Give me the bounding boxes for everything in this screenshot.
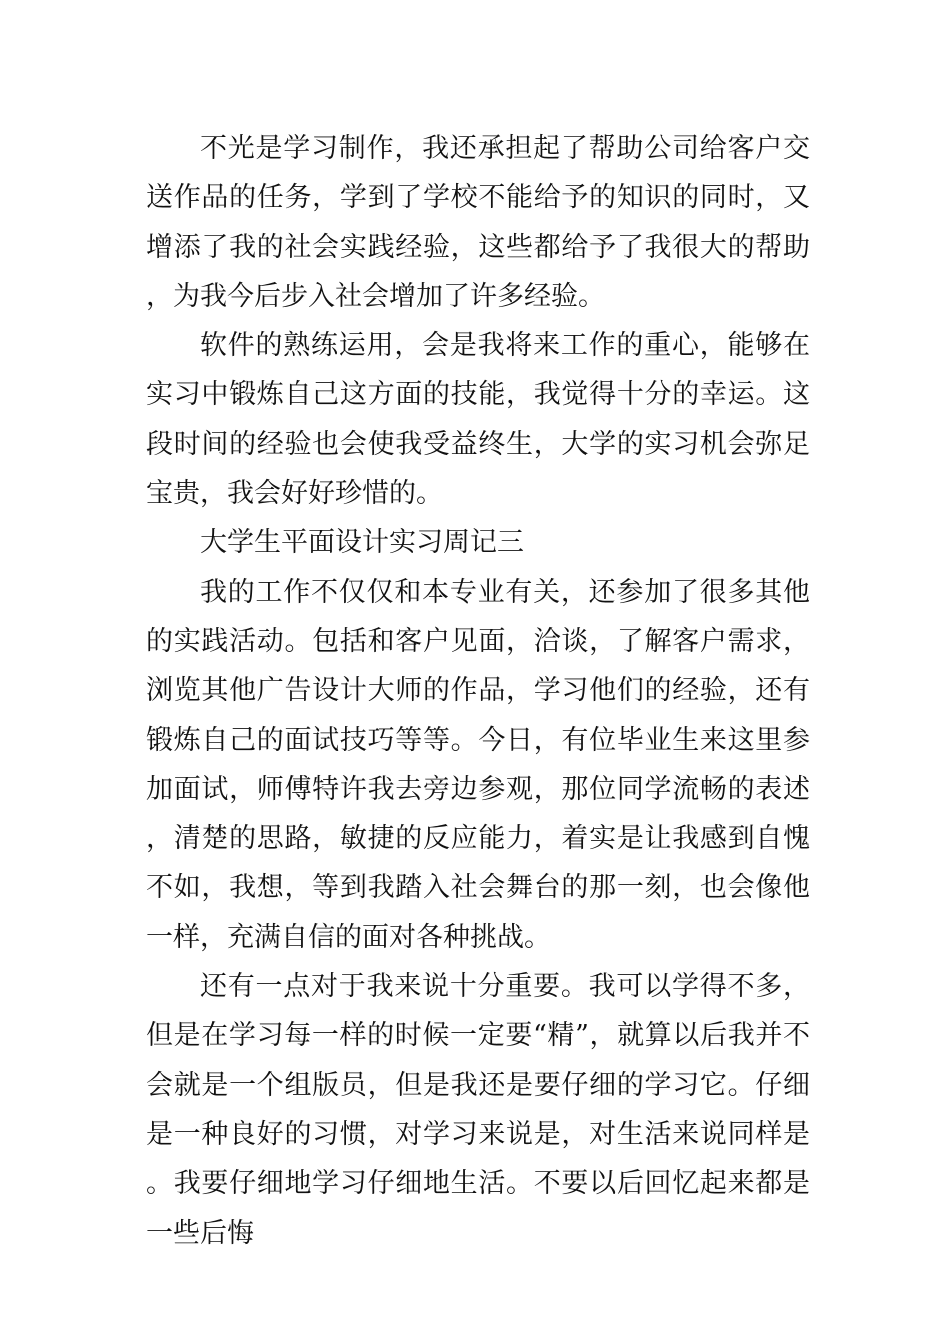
section-heading: 大学生平面设计实习周记三 — [200, 527, 524, 559]
paragraph-1: 不光是学习制作，我还承担起了帮助公司给客户交送作品的任务，学到了学校不能给予的知识的同时，又增添了我的社会实践经验，这些都给予了我很大的帮助，为我今后步入社会增加了许多经验。 — [146, 133, 810, 312]
document-body — [146, 124, 810, 1258]
paragraph-2: 软件的熟练运用，会是我将来工作的重心，能够在实习中锻炼自己这方面的技能，我觉得十分的幸运。这段时间的经验也会使我受益终生，大学的实习机会弥足宝贵，我会好好珍惜的。 — [146, 330, 810, 510]
paragraph-4: 还有一点对于我来说十分重要。我可以学得不多，但是在学习每一样的时候一定要“精”，就算以后我并不会就是一个组版员，但是我还是要仔细的学习它。仔细是一种良好的习惯，对学习来说是，对生活来说同样是。我要仔细地学习仔细地生活。不要以后回忆起来都是一些后悔 — [146, 971, 810, 1249]
paragraph-3: 我的工作不仅仅和本专业有关，还参加了很多其他的实践活动。包括和客户见面，洽谈，了解客户需求，浏览其他广告设计大师的作品，学习他们的经验，还有锻炼自己的面试技巧等等。今日，有位毕业生来这里参加面试，师傅特许我去旁边参观，那位同学流畅的表述，清楚的思路，敏捷的反应能力，着实是让我感到自愧不如，我想，等到我踏入社会舞台的那一刻，也会像他一样，充满自信的面对各种挑战。 — [146, 576, 810, 953]
